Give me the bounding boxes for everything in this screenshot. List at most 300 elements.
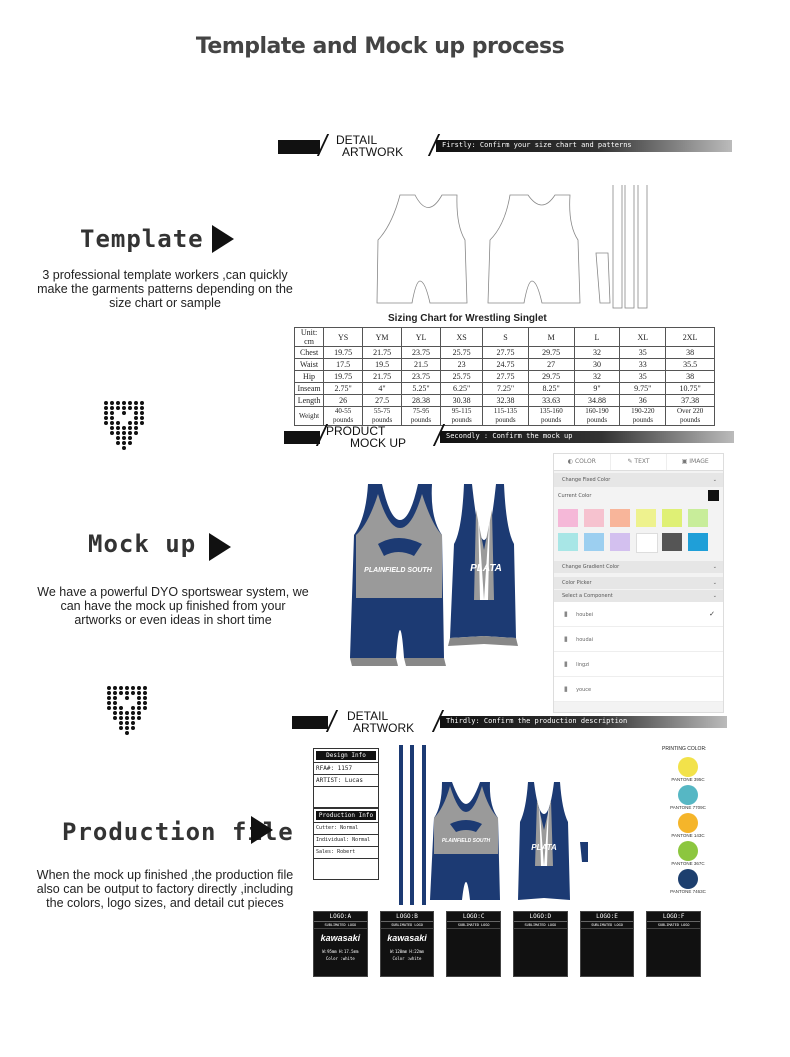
dot (131, 701, 135, 705)
color-swatch[interactable] (610, 533, 630, 551)
production-singlets (428, 770, 598, 910)
strap-pattern (625, 185, 634, 308)
logo-boxes (313, 911, 713, 977)
size-table-cell: 24.75 (483, 359, 529, 371)
front-leg-trim (350, 658, 446, 666)
component-label: houdai (576, 637, 594, 643)
logo-size: W:95mm H:17.5mm (322, 949, 359, 954)
size-table-cell: YS (324, 328, 363, 347)
size-table-cell: 36 (620, 395, 666, 407)
dot (119, 701, 123, 705)
dropdown-label: Change Gradient Color (562, 564, 620, 570)
current-color-label: Current Color (558, 493, 592, 499)
empty-row (314, 858, 378, 871)
chevron-down-icon: ⌄ (712, 477, 717, 483)
panel2-label-line1: PRODUCT (326, 424, 386, 438)
component-item[interactable] (554, 677, 723, 702)
logo-title: LOGO:C (447, 912, 500, 922)
panel1-bar: Firstly: Confirm your size chart and patterns (436, 140, 732, 152)
size-table-cell: 30 (574, 359, 620, 371)
size-table-header (295, 328, 715, 347)
logo-title: LOGO:A (314, 912, 367, 922)
panel2-bar: Secondly : Confirm the mock up (440, 431, 734, 443)
dot (107, 721, 111, 725)
production-info-line: Cutter: Normal (314, 822, 378, 834)
logo-color: Color :white (392, 956, 422, 961)
dot (128, 431, 132, 435)
color-swatch[interactable] (688, 509, 708, 527)
dot (119, 696, 123, 700)
rfa-number: RFA#: 1157 (314, 762, 378, 774)
desc-line: artworks or even ideas in short time (74, 613, 272, 627)
size-table-cell: 32 (574, 347, 620, 359)
dot (131, 691, 135, 695)
dot (128, 416, 132, 420)
size-table-cell: 5.25" (402, 383, 441, 395)
size-table-cell: 17.5 (324, 359, 363, 371)
dot (119, 691, 123, 695)
dot (143, 726, 147, 730)
size-table-cell: L (574, 328, 620, 347)
pen-icon: ✎ (627, 458, 635, 465)
panel3-label-line1: DETAIL (347, 709, 389, 723)
dot (113, 706, 117, 710)
dot (119, 726, 123, 730)
size-table-cell: 75-95 pounds (402, 407, 441, 426)
size-table-cell: 35.5 (666, 359, 715, 371)
current-color-row (554, 487, 723, 505)
dropdown-label: Color Picker (562, 580, 592, 586)
color-swatch[interactable] (558, 533, 578, 551)
artist-name: ARTIST: Lucas (314, 774, 378, 786)
dot (134, 406, 138, 410)
dot (113, 726, 117, 730)
dot (131, 716, 135, 720)
dot (110, 446, 114, 450)
back-singlet-panel (474, 510, 494, 600)
dot (122, 421, 126, 425)
size-table-cell: 29.75 (528, 347, 574, 359)
dot (113, 691, 117, 695)
production-info-title: Production Info (316, 811, 376, 820)
back-pattern (488, 195, 580, 303)
size-table-cell: 7.25" (483, 383, 529, 395)
dot (128, 426, 132, 430)
dot (110, 421, 114, 425)
size-table-cell: 32 (574, 371, 620, 383)
dot (143, 701, 147, 705)
dot (128, 441, 132, 445)
dropdown-label: Select a Component (562, 593, 613, 599)
size-table-cell: 21.75 (363, 371, 402, 383)
panel3-bar: Thirdly: Confirm the production description (440, 716, 727, 728)
dot (143, 716, 147, 720)
size-table-cell: 27.75 (483, 371, 529, 383)
size-table-cell: XL (620, 328, 666, 347)
dot (110, 406, 114, 410)
dot (143, 696, 147, 700)
color-swatch[interactable] (610, 509, 630, 527)
printing-color-title: PRINTING COLOR: (662, 746, 707, 752)
color-swatch[interactable] (662, 533, 682, 551)
dot (137, 691, 141, 695)
dot (125, 691, 129, 695)
dot (140, 416, 144, 420)
logo-title: LOGO:D (514, 912, 567, 922)
dot (122, 446, 126, 450)
dot (107, 696, 111, 700)
front-jersey-text: PLAINFIELD SOUTH (364, 567, 432, 574)
dot (122, 431, 126, 435)
size-table-row (295, 371, 715, 383)
size-table-cell: 8.25" (528, 383, 574, 395)
component-item[interactable] (554, 627, 723, 652)
chevron-down-icon: ⌄ (712, 593, 717, 599)
dot (140, 401, 144, 405)
size-table-cell: Waist (295, 359, 324, 371)
front-pattern (377, 195, 467, 303)
size-table-cell: 10.75" (666, 383, 715, 395)
dot (104, 446, 108, 450)
desc-line: also can be output to factory directly ,including (36, 882, 294, 896)
printing-color-circle (678, 757, 698, 777)
dot (143, 731, 147, 735)
kawasaki-logo: kawasaki (320, 933, 361, 943)
component-list (554, 602, 723, 702)
change-gradient-dropdown[interactable] (554, 561, 723, 573)
dot (104, 416, 108, 420)
dot (104, 426, 108, 430)
dot (113, 701, 117, 705)
camera-icon: ▣ (681, 458, 690, 465)
size-table-cell: 2.75" (324, 383, 363, 395)
desc-line: When the mock up finished ,the production file (36, 868, 294, 882)
design-info-box (313, 748, 379, 808)
leg-band-pattern (596, 253, 610, 303)
dot-chevron-decoration (107, 686, 148, 735)
size-table-cell: 27 (528, 359, 574, 371)
logo-subtitle: SUBLIMATED LOGO (647, 922, 700, 929)
dot (107, 706, 111, 710)
strap-piece (399, 745, 403, 905)
dot (134, 421, 138, 425)
back-leg-trim (448, 636, 518, 646)
dot (110, 401, 114, 405)
color-picker-dropdown[interactable] (554, 577, 723, 589)
production-info-line: Individual: Normal (314, 834, 378, 846)
dot (116, 436, 120, 440)
change-fixed-color-dropdown[interactable] (554, 473, 723, 487)
tab-color[interactable] (554, 454, 611, 470)
size-table-cell: 33 (620, 359, 666, 371)
size-table-cell: 40-55 pounds (324, 407, 363, 426)
dropdown-label: Change Fixed Color (562, 477, 611, 483)
logo-color: Color :white (325, 956, 355, 961)
dot (104, 411, 108, 415)
dot (107, 686, 111, 690)
dot (125, 706, 129, 710)
dot (134, 446, 138, 450)
dot-chevron-decoration (104, 401, 145, 450)
chevron-down-icon: ⌄ (712, 580, 717, 586)
dot (137, 706, 141, 710)
tab-text[interactable] (611, 454, 668, 470)
dot (125, 696, 129, 700)
dot (137, 721, 141, 725)
dot (104, 431, 108, 435)
swatch-grid (554, 505, 723, 557)
size-table-cell: XS (441, 328, 483, 347)
dot (104, 401, 108, 405)
size-table-cell: 23.75 (402, 347, 441, 359)
size-chart-title: Sizing Chart for Wrestling Singlet (388, 313, 547, 324)
dot (137, 726, 141, 730)
dot (122, 416, 126, 420)
tab-label: TEXT (634, 458, 650, 465)
dot (125, 716, 129, 720)
printing-color-item (668, 841, 708, 866)
dot (116, 411, 120, 415)
size-table-cell: 4" (363, 383, 402, 395)
dot (134, 426, 138, 430)
mockup-description (28, 585, 318, 627)
production-info-box (313, 808, 379, 880)
size-table-cell: 160-190 pounds (574, 407, 620, 426)
desc-line: the colors, logo sizes, and detail cut pieces (46, 896, 284, 910)
prod-leg-band (580, 842, 588, 862)
size-table-row (295, 395, 715, 407)
color-swatch[interactable] (636, 509, 656, 527)
size-table-cell: 32.38 (483, 395, 529, 407)
printing-color-item (668, 785, 708, 810)
dot (125, 711, 129, 715)
component-label: houbei (576, 612, 594, 618)
size-table-cell: 27.5 (363, 395, 402, 407)
logo-box (446, 911, 501, 977)
color-swatch[interactable] (662, 509, 682, 527)
logo-box (513, 911, 568, 977)
check-icon: ✓ (709, 610, 715, 618)
printing-color-circle (678, 813, 698, 833)
dot (116, 431, 120, 435)
dot (128, 436, 132, 440)
size-table-cell: 33.63 (528, 395, 574, 407)
dot (116, 441, 120, 445)
size-table-cell: 23.75 (402, 371, 441, 383)
dot (110, 436, 114, 440)
tab-label: COLOR (574, 458, 596, 465)
color-swatch[interactable] (584, 533, 604, 551)
dot (119, 721, 123, 725)
logo-subtitle: SUBLIMATED LOGO (314, 922, 367, 929)
dot (137, 731, 141, 735)
size-table-cell: 35 (620, 347, 666, 359)
production-info-line: Sales: Robert (314, 846, 378, 858)
size-table-cell: 29.75 (528, 371, 574, 383)
tab-label: IMAGE (689, 458, 709, 465)
printing-color-label: PANTONE 7463C (670, 889, 706, 894)
component-label: youce (576, 687, 592, 693)
select-component-dropdown[interactable] (554, 590, 723, 602)
dot (107, 726, 111, 730)
dot (107, 691, 111, 695)
dot (110, 441, 114, 445)
dot (113, 711, 117, 715)
size-table-cell: 9.75" (620, 383, 666, 395)
color-swatch[interactable] (584, 509, 604, 527)
dot (116, 446, 120, 450)
size-table-cell: 9" (574, 383, 620, 395)
strap-pattern (638, 185, 647, 308)
singlet-pattern-pieces (370, 185, 690, 310)
dot (116, 426, 120, 430)
size-table-cell: 23 (441, 359, 483, 371)
dot (140, 426, 144, 430)
dot (110, 416, 114, 420)
size-table-cell: 25.75 (441, 371, 483, 383)
dot (143, 706, 147, 710)
dot (140, 421, 144, 425)
dot (140, 411, 144, 415)
component-label: lingzi (576, 662, 590, 668)
dot (137, 716, 141, 720)
logo-title: LOGO:B (381, 912, 434, 922)
strap-piece (422, 745, 426, 905)
size-table-row (295, 407, 715, 426)
dot (122, 401, 126, 405)
dot (134, 401, 138, 405)
dot (125, 731, 129, 735)
dot (140, 441, 144, 445)
palette-icon: ◐ (567, 458, 575, 465)
size-table-cell: 19.5 (363, 359, 402, 371)
panel2-label-line2: MOCK UP (350, 436, 407, 450)
dot (107, 711, 111, 715)
size-table-cell: 19.75 (324, 347, 363, 359)
dyo-editor-panel (553, 453, 724, 713)
printing-color-label: PANTONE 7709C (670, 805, 706, 810)
logo-subtitle: SUBLIMATED LOGO (447, 922, 500, 929)
prod-back-text: PLATA (531, 843, 557, 852)
dot (143, 686, 147, 690)
size-table-cell: 38 (666, 347, 715, 359)
template-section-title: Template (80, 225, 204, 253)
dot (131, 686, 135, 690)
color-swatch[interactable] (688, 533, 708, 551)
dot (119, 731, 123, 735)
color-swatch[interactable] (636, 533, 658, 553)
size-table-cell: Over 220 pounds (666, 407, 715, 426)
dot (104, 441, 108, 445)
dot (140, 446, 144, 450)
dot (131, 721, 135, 725)
desc-line: We have a powerful DYO sportswear system, we (37, 585, 309, 599)
arrow-right-icon (212, 225, 234, 253)
dot (110, 431, 114, 435)
dot (122, 406, 126, 410)
size-table-cell: Inseam (295, 383, 324, 395)
size-table-cell: S (483, 328, 529, 347)
size-table-cell: 38 (666, 371, 715, 383)
logo-subtitle: SUBLIMATED LOGO (381, 922, 434, 929)
dot (116, 406, 120, 410)
dot (137, 711, 141, 715)
panel1-label-line2: ARTWORK (342, 145, 404, 159)
size-table-cell: 26 (324, 395, 363, 407)
logo-subtitle: SUBLIMATED LOGO (581, 922, 634, 929)
dot (134, 416, 138, 420)
dot (128, 401, 132, 405)
printing-color-list (668, 757, 708, 897)
component-thumbnail-icon: ▮ (564, 610, 571, 618)
size-chart-table (294, 327, 715, 426)
page-title: Template and Mock up process (195, 34, 565, 59)
dot (131, 696, 135, 700)
dot (122, 426, 126, 430)
printing-color-circle (678, 869, 698, 889)
back-jersey-text: PLATA (470, 563, 502, 574)
dot (134, 431, 138, 435)
dot (137, 686, 141, 690)
dot (131, 706, 135, 710)
dot (143, 721, 147, 725)
size-table-cell: 35 (620, 371, 666, 383)
desc-line: 3 professional template workers ,can quickly (42, 268, 288, 282)
size-table-cell: 25.75 (441, 347, 483, 359)
size-table-cell: 27.75 (483, 347, 529, 359)
dot (113, 731, 117, 735)
desc-line: size chart or sample (109, 296, 221, 310)
tab-image[interactable] (667, 454, 723, 470)
prod-back-panel (535, 800, 553, 866)
dot (116, 421, 120, 425)
printing-color-label: PANTONE 367C (671, 861, 705, 866)
size-table-cell: 21.5 (402, 359, 441, 371)
component-thumbnail-icon: ▮ (564, 685, 571, 693)
logo-box (580, 911, 635, 977)
logo-title: LOGO:F (647, 912, 700, 922)
printing-color-item (668, 869, 708, 894)
arrow-right-icon (251, 816, 273, 844)
dot (104, 436, 108, 440)
template-description (20, 268, 310, 310)
component-thumbnail-icon: ▮ (564, 635, 571, 643)
size-table-cell: Hip (295, 371, 324, 383)
color-swatch[interactable] (558, 509, 578, 527)
component-item[interactable] (554, 652, 723, 677)
mockup-section-title: Mock up (88, 530, 197, 558)
dot (140, 406, 144, 410)
dot (107, 731, 111, 735)
size-table-cell: 55-75 pounds (363, 407, 402, 426)
size-table-cell: 37.38 (666, 395, 715, 407)
logo-box (313, 911, 368, 977)
dot (116, 401, 120, 405)
size-table-cell: 30.38 (441, 395, 483, 407)
dot (131, 731, 135, 735)
current-color-swatch[interactable] (708, 490, 719, 501)
printing-color-circle (678, 785, 698, 805)
logo-box (646, 911, 701, 977)
dot (128, 411, 132, 415)
dot (104, 406, 108, 410)
dot (137, 696, 141, 700)
arrow-right-icon (209, 533, 231, 561)
dot (113, 686, 117, 690)
dot (125, 686, 129, 690)
kawasaki-logo: kawasaki (387, 933, 427, 943)
component-item[interactable] (554, 602, 723, 627)
